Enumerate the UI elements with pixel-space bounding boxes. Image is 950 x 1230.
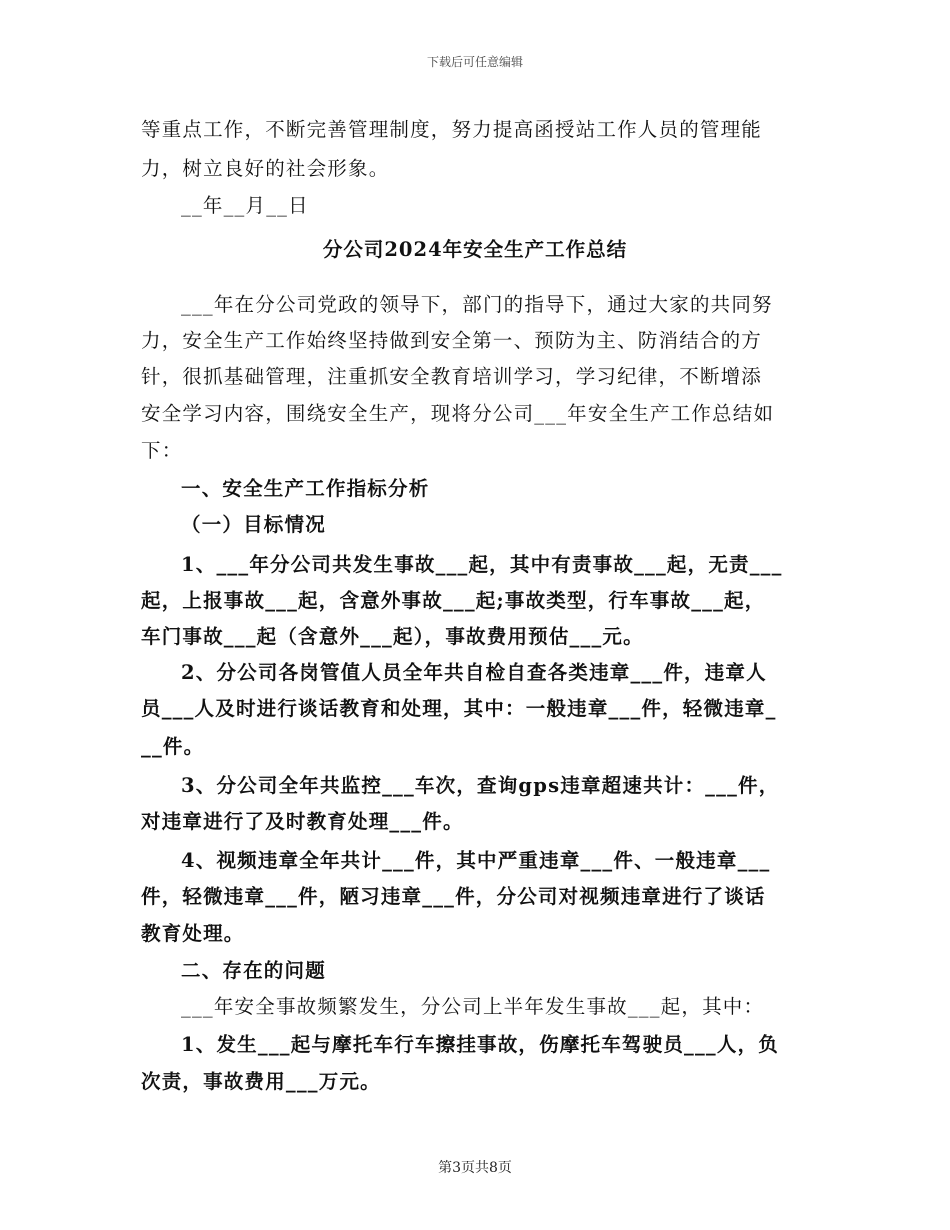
item-line: 3、分公司全年共监控___车次，查询gps违章超速共计：___件， [181, 774, 780, 797]
item-line: 1、发生___起与摩托车行车擦挂事故，伤摩托车驾驶员___人，负 [181, 1033, 779, 1056]
item-line: 次责，事故费用___万元。 [141, 1070, 381, 1093]
section-heading: 二、存在的问题 [181, 959, 326, 982]
item-line: __件。 [141, 735, 205, 758]
page-header: 下载后可任意编辑 [426, 55, 523, 69]
item-line: 对违章进行了及时教育处理___件。 [141, 810, 464, 833]
item-line: 件，轻微违章___件，陋习违章___件，分公司对视频违章进行了谈话 [141, 885, 766, 908]
item-line: 4、视频违章全年共计___件，其中严重违章___件、一般违章___ [181, 849, 771, 872]
document-title: 分公司2024年安全生产工作总结 [322, 238, 628, 261]
paragraph-line: 等重点工作，不断完善管理制度，努力提高函授站工作人员的管理能 [141, 118, 763, 141]
item-line: 员___人及时进行谈话教育和处理，其中：一般违章___件，轻微违章_ [141, 697, 777, 720]
item-line: 车门事故___起（含意外___起），事故费用预估___元。 [141, 625, 644, 648]
paragraph-line: ___年安全事故频繁发生，分公司上半年发生事故___起，其中： [181, 995, 765, 1018]
item-line: 起，上报事故___起，含意外事故___起;事故类型，行车事故___起， [141, 589, 766, 612]
date-line: __年__月__日 [181, 194, 309, 217]
page-footer: 第3页共8页 [438, 1160, 512, 1176]
paragraph-line: ___年在分公司党政的领导下，部门的指导下，通过大家的共同努 [181, 293, 773, 316]
paragraph-line: 安全学习内容，围绕安全生产，现将分公司___年安全生产工作总结如 [141, 402, 775, 425]
section-heading: 一、安全生产工作指标分析 [181, 477, 430, 500]
item-line: 1、___年分公司共发生事故___起，其中有责事故___起，无责___ [181, 553, 783, 576]
paragraph-line: 下： [141, 439, 183, 462]
item-line: 教育处理。 [141, 922, 245, 945]
paragraph-line: 针，很抓基础管理，注重抓安全教育培训学习，学习纪律，不断增添 [141, 365, 763, 388]
paragraph-line: 力，树立良好的社会形象。 [141, 157, 390, 180]
paragraph-line: 力，安全生产工作始终坚持做到安全第一、预防为主、防消结合的方 [141, 329, 763, 352]
subsection-heading: （一）目标情况 [181, 513, 326, 536]
item-line: 2、分公司各岗管值人员全年共自检自查各类违章___件，违章人 [181, 661, 767, 684]
